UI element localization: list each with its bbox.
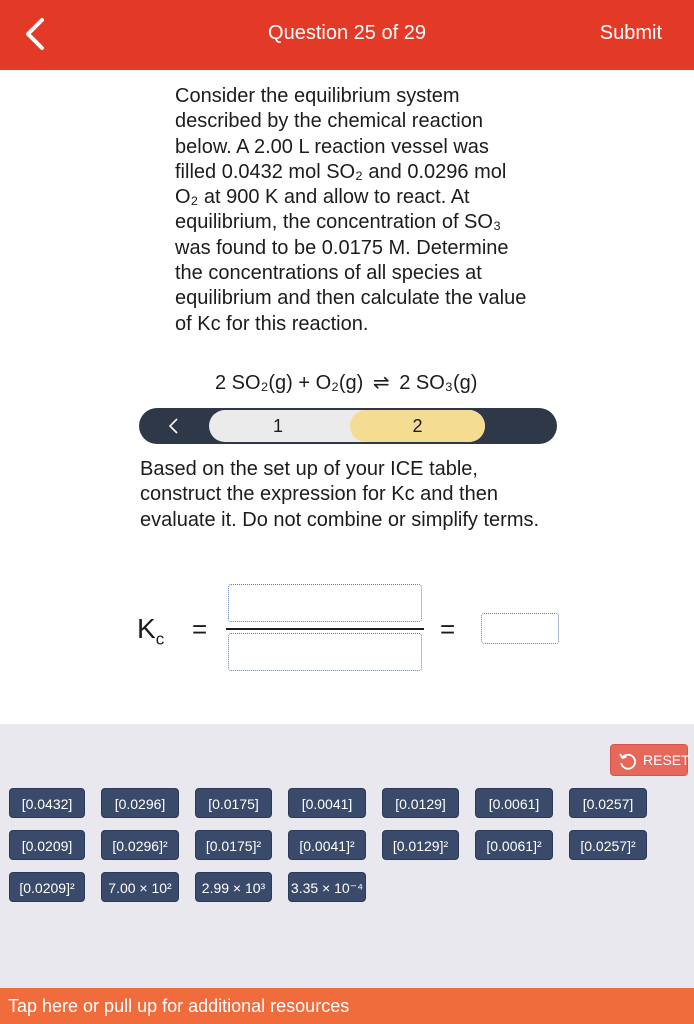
kc-label (137, 613, 164, 650)
answer-tile[interactable]: [0.0209]² (9, 872, 85, 902)
answer-tile[interactable]: [0.0041]² (288, 830, 366, 860)
reaction-equation (215, 370, 477, 395)
equilibrium-arrow: ⇌ (372, 372, 390, 394)
answer-tile[interactable]: [0.0061] (475, 788, 553, 818)
equals-sign: = (192, 614, 208, 644)
numerator-drop-zone[interactable] (228, 584, 422, 622)
answer-tile[interactable]: [0.0432] (9, 788, 85, 818)
equation-products: 2 SO₃(g) (399, 372, 478, 394)
submit-button[interactable]: Submit (599, 22, 662, 44)
answer-tile[interactable]: 2.99 × 10³ (195, 872, 272, 902)
fraction-bar (226, 628, 424, 630)
kc-subscript: c (155, 629, 165, 649)
page-title: Question 25 of 29 (268, 22, 426, 44)
answer-tile[interactable]: [0.0129] (382, 788, 459, 818)
answer-tile[interactable]: [0.0061]² (475, 830, 553, 860)
undo-icon (617, 750, 639, 772)
step-navigator (139, 408, 557, 444)
kc-k: K (137, 613, 156, 644)
answer-tile[interactable]: 3.35 × 10⁻⁴ (288, 872, 366, 902)
answer-tile[interactable]: [0.0257] (569, 788, 647, 818)
reset-label: RESET (643, 752, 690, 768)
chevron-left-icon (163, 414, 185, 438)
question-text: Consider the equilibrium system described by the chemical reaction below. A 2.00 L reaction vessel was filled 0.0432 mol SO₂ and 0.0296 mol O₂ at 900 K and allow to react. At equilibrium, the concentration of SO₃ was found to be 0.0175 M. Determine the concentrations of all species at equilibrium and then calculate the value of Kc for this reaction. (175, 85, 527, 335)
step-2-tab[interactable]: 2 (350, 410, 485, 442)
answer-tile[interactable]: [0.0175]² (195, 830, 272, 860)
previous-step-button[interactable] (163, 414, 185, 438)
answer-tile[interactable]: [0.0041] (288, 788, 366, 818)
top-bar (0, 0, 694, 70)
answer-tile[interactable]: [0.0296] (101, 788, 179, 818)
answer-tile[interactable]: [0.0257]² (569, 830, 647, 860)
denominator-drop-zone[interactable] (228, 633, 422, 671)
answer-tile[interactable]: [0.0209] (9, 830, 85, 860)
reset-button[interactable] (610, 744, 688, 776)
answer-drop-zone[interactable] (481, 613, 559, 644)
answer-tile[interactable]: [0.0175] (195, 788, 272, 818)
answer-tile[interactable]: [0.0129]² (382, 830, 459, 860)
step-1-tab[interactable]: 1 (272, 416, 283, 436)
answer-tile[interactable]: 7.00 × 10² (101, 872, 179, 902)
equals-sign: = (440, 614, 456, 644)
resources-drawer-handle[interactable]: Tap here or pull up for additional resources (0, 988, 694, 1024)
answer-tile[interactable]: [0.0296]² (101, 830, 179, 860)
equation-reactants: 2 SO₂(g) + O₂(g) (215, 372, 364, 394)
instruction-text: Based on the set up of your ICE table, construct the expression for Kc and then evaluate it. Do not combine or simplify terms. (140, 458, 540, 531)
